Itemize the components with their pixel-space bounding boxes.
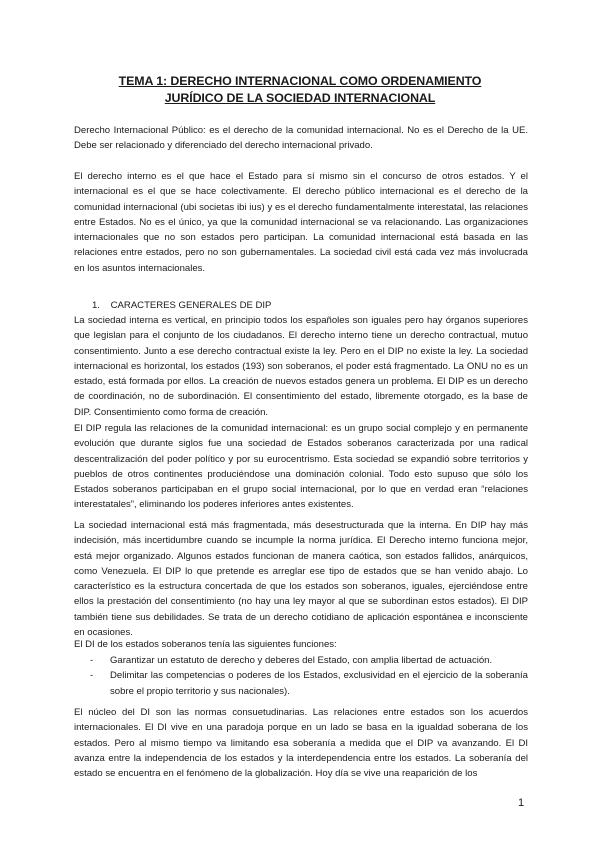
list-item-text: Garantizar un estatuto de derecho y deberes del Estado, con amplia libertad de actuación. bbox=[110, 655, 493, 666]
intro-paragraph: Derecho Internacional Público: es el derecho de la comunidad internacional. No es el Derecho de la UE. Debe ser relacionado y diferenciado del derecho internacional privado. bbox=[74, 125, 528, 152]
dip-regula-paragraph: El DIP regula las relaciones de la comunidad internacional: es un grupo social complejo y en permanente evolución que durante siglos fue una sociedad de Estados soberanos caracterizada por una radical descentralización del poder político y por su eurocentrismo. Esta sociedad se expandió sobre territorios y pueblos de otros continentes produciéndose una dominación colonial. Todo esto supuso que sólo los Estados soberanos participaban en el grupo social internacional, por lo que en verdad eran “relaciones interestatales”, eliminando los poderes inferiores antes existentes. bbox=[74, 423, 528, 511]
list-item bbox=[90, 668, 528, 699]
sociedad-vertical-paragraph: La sociedad interna es vertical, en principio todos los españoles son iguales pero hay órganos superiores que legislan para el conjunto de los ciudadanos. El derecho interno tiene un derecho contractual, mutuo consentimiento. Junto a ese derecho contractual existe la ley. Pero en el DIP no existe la ley. La sociedad internacional es horizontal, los estados (193) son soberanos, el poder está fragmentado. La ONU no es un estado, está formada por ellos. La creación de nuevos estados genera un problema. El DIP es un derecho de coordinación, no de subordinación. El consentimiento del estado, libremente otorgado, es la base de DIP. Consentimiento como forma de creación. bbox=[74, 315, 528, 418]
nucleo-paragraph: El núcleo del DI son las normas consuetudinarias. Las relaciones entre estados son los acuerdos internacionales. El DI vive en una paradoja porque en un lado se basa en la igualdad soberana de los estados. Pero al mismo tiempo va limitando esa soberanía a medida que el DIP va avanzando. El DI avanza entre la independencia de los estados y la interdependencia entre los estados. La soberanía del estado se encuentra en el fenómeno de la globalización. Hoy día se vive una reaparición de los bbox=[74, 707, 528, 780]
fragmentada-paragraph: La sociedad internacional está más fragmentada, más desestructurada que la interna. En DIP hay más indecisión, más incertidumbre cuando se incumple la norma jurídica. El Derecho interno funciona mejor, está mejor organizado. Algunos estados funcionan de manera caótica, son estados fallidos, anárquicos, como Venezuela. El DIP lo que pretende es arreglar ese tipo de estados que se han venido abajo. Lo característico es la estructura concertada de que los estados son soberanos, iguales, ejerciéndose entre ellos la prestación del consentimiento (no hay una ley mayor al que se subordinan estos estados). El DIP también tiene sus debilidades. Se trata de un derecho cotidiano de aplicación espontánea e inconsciente en ocasiones. bbox=[74, 520, 528, 639]
title-line-2: JURÍDICO DE LA SOCIEDAD INTERNACIONAL bbox=[164, 91, 436, 105]
section-title: CARACTERES GENERALES DE DIP bbox=[110, 300, 272, 311]
derecho-interno-paragraph: El derecho interno es el que hace el Estado para sí mismo sin el concurso de otros estados. Y el internacional es el que se hace colectivamente. El derecho público internacional es el derecho de la comunidad internacional (ubi societas ibi ius) y es el derecho fundamentalmente interestatal, las relaciones entre Estados. No es el único, ya que la comunidad internacional se va relacionando. Las organizaciones internacionales que no son estados pero participan. La comunidad internacional está basada en las relaciones entre estados, pero no son gubernamentales. La sociedad civil está cada vez más involucrada en los asuntos internacionales. bbox=[74, 171, 528, 274]
list-item bbox=[90, 653, 528, 668]
funciones-list bbox=[90, 653, 528, 699]
list-item-text: Delimitar las competencias o poderes de los Estados, exclusividad en el ejercicio de la soberanía sobre el propio territorio y sus nacionales). bbox=[110, 670, 528, 697]
list-bullet: - bbox=[90, 670, 94, 682]
di-funciones-intro: El DI de los estados soberanos tenía las siguientes funciones: bbox=[74, 639, 337, 650]
list-bullet: - bbox=[90, 655, 94, 666]
title-line-1: TEMA 1: DERECHO INTERNACIONAL COMO ORDENAMIENTO bbox=[118, 74, 482, 88]
page-number: 1 bbox=[518, 797, 525, 809]
section-number: 1. bbox=[92, 300, 100, 311]
document-title bbox=[60, 73, 540, 107]
section-heading bbox=[92, 298, 271, 313]
